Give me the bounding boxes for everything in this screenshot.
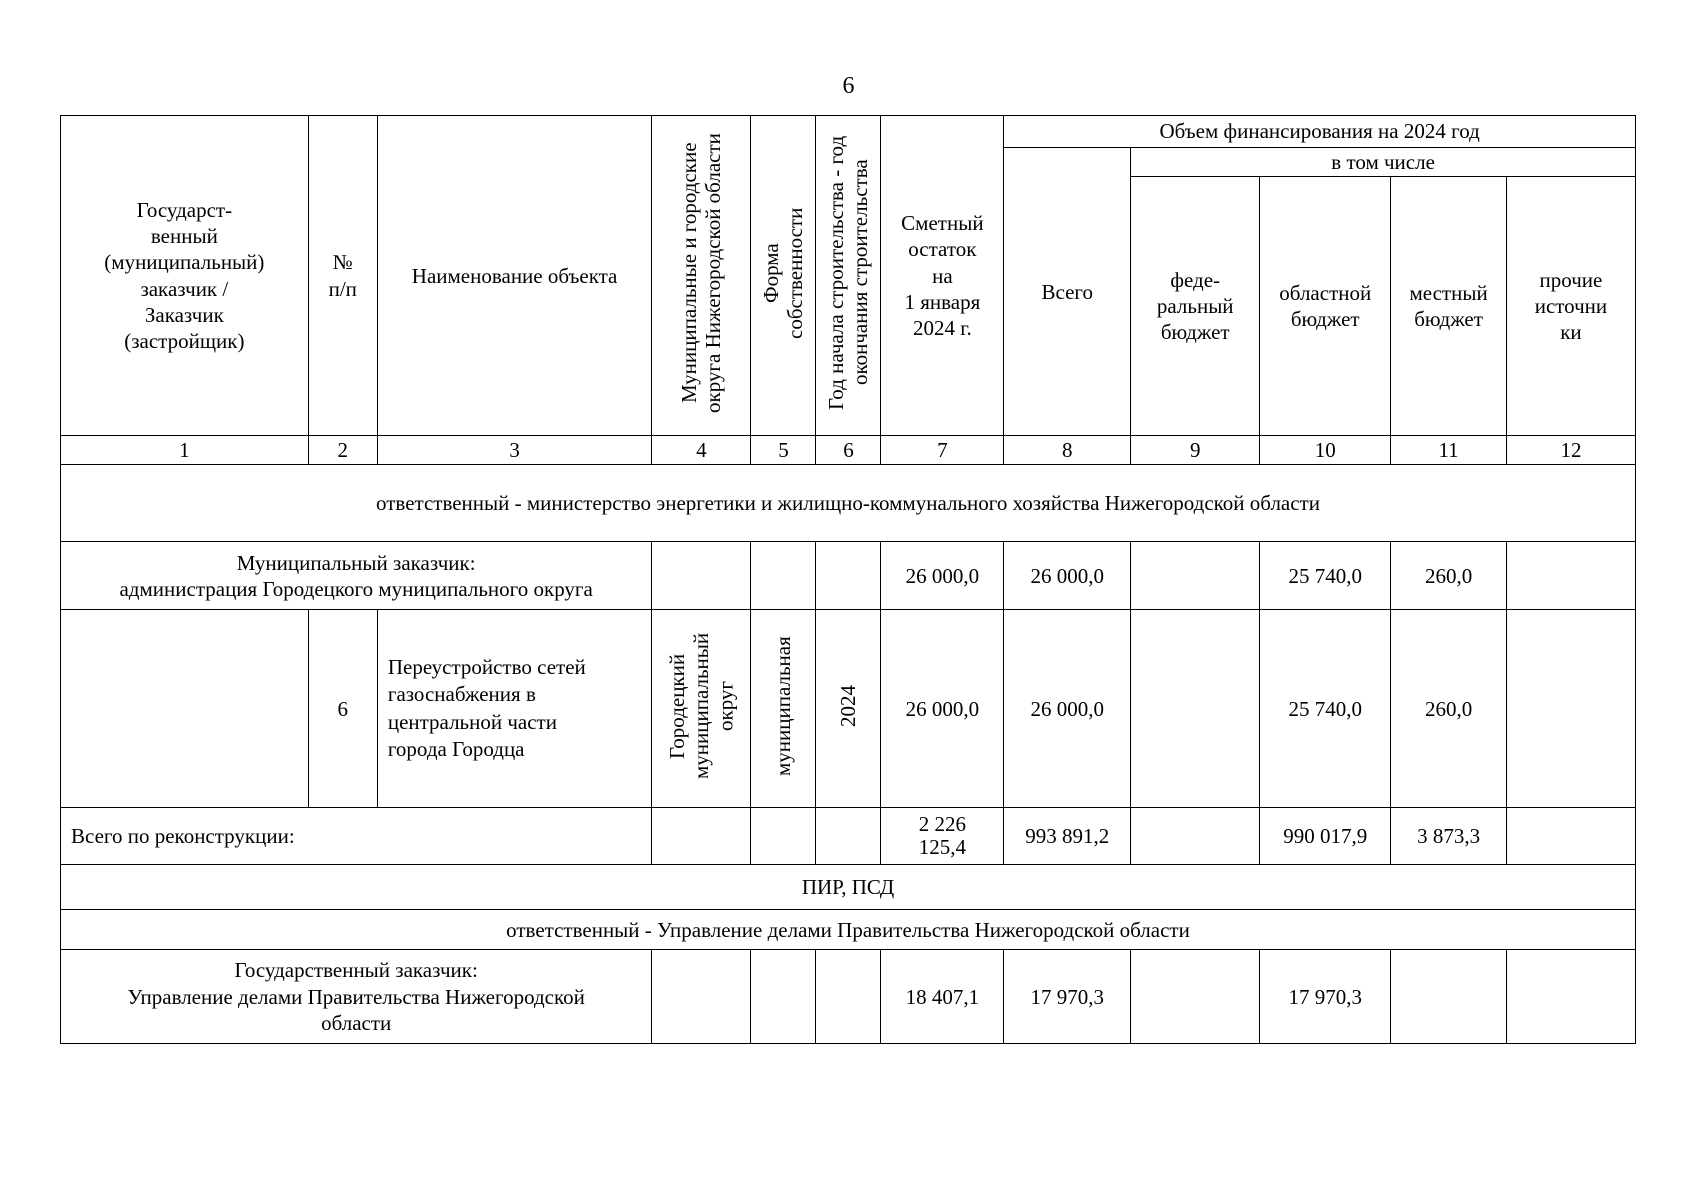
cell-total: 993 891,2 <box>1004 808 1131 865</box>
column-number: 10 <box>1260 436 1391 465</box>
section-responsible-administration: ответственный - Управление делами Правительства Нижегородской области <box>61 910 1636 950</box>
object-municipality: Городецкий муниципальный округ <box>652 610 751 808</box>
column-number: 11 <box>1391 436 1507 465</box>
object-name: Переустройство сетей газоснабжения в центральной части города Городца <box>377 610 652 808</box>
column-number: 3 <box>377 436 652 465</box>
column-number: 5 <box>751 436 816 465</box>
cell-empty <box>652 542 751 610</box>
header-financing-title: Объем финансирования на 2024 год <box>1004 116 1636 148</box>
cell-empty <box>652 950 751 1044</box>
cell-local: 3 873,3 <box>1391 808 1507 865</box>
cell-remainder: 2 226 125,4 <box>881 808 1004 865</box>
header-total: Всего <box>1004 148 1131 436</box>
cell-empty <box>61 610 309 808</box>
cell-other <box>1506 808 1635 865</box>
header-object-name: Наименование объекта <box>377 116 652 436</box>
header-estimated-remainder: Сметный остаток на 1 января 2024 г. <box>881 116 1004 436</box>
header-other: прочие источни ки <box>1506 177 1635 436</box>
column-number: 8 <box>1004 436 1131 465</box>
financing-table <box>60 115 1636 1044</box>
cell-other <box>1506 542 1635 610</box>
header-ownership: Форма собственности <box>751 116 816 436</box>
cell-regional: 25 740,0 <box>1260 610 1391 808</box>
cell-remainder: 18 407,1 <box>881 950 1004 1044</box>
section-pir: ПИР, ПСД <box>61 865 1636 910</box>
column-number: 2 <box>308 436 377 465</box>
cell-empty <box>816 808 881 865</box>
column-number: 12 <box>1506 436 1635 465</box>
municipal-customer-label: Муниципальный заказчик: администрация Городецкого муниципального округа <box>61 542 652 610</box>
column-number: 9 <box>1131 436 1260 465</box>
table-row <box>61 950 1636 1044</box>
cell-other <box>1506 610 1635 808</box>
header-num: № п/п <box>308 116 377 436</box>
cell-remainder: 26 000,0 <box>881 610 1004 808</box>
state-customer-label: Государственный заказчик: Управление делами Правительства Нижегородской области <box>61 950 652 1044</box>
cell-total: 26 000,0 <box>1004 610 1131 808</box>
column-number: 4 <box>652 436 751 465</box>
cell-federal <box>1131 610 1260 808</box>
cell-empty <box>751 808 816 865</box>
cell-empty <box>751 542 816 610</box>
cell-total: 26 000,0 <box>1004 542 1131 610</box>
cell-local: 260,0 <box>1391 610 1507 808</box>
reconstruction-total-label: Всего по реконструкции: <box>61 808 652 865</box>
page-number: 6 <box>842 73 855 99</box>
header-federal: феде- ральный бюджет <box>1131 177 1260 436</box>
header-regional: областной бюджет <box>1260 177 1391 436</box>
table-row <box>61 610 1636 808</box>
cell-regional: 17 970,3 <box>1260 950 1391 1044</box>
header-local: местный бюджет <box>1391 177 1507 436</box>
section-responsible-energy: ответственный - министерство энергетики и жилищно-коммунального хозяйства Нижегородской области <box>61 465 1636 542</box>
header-municipality: Муниципальные и городские округа Нижегородской области <box>652 116 751 436</box>
cell-empty <box>751 950 816 1044</box>
cell-local: 260,0 <box>1391 542 1507 610</box>
cell-other <box>1506 950 1635 1044</box>
column-number: 6 <box>816 436 881 465</box>
cell-federal <box>1131 808 1260 865</box>
object-ownership: муниципальная <box>751 610 816 808</box>
cell-federal <box>1131 950 1260 1044</box>
header-customer: Государст- венный (муниципальный) заказчик / Заказчик (застройщик) <box>61 116 309 436</box>
header-years: Год начала строительства - год окончания строительства <box>816 116 881 436</box>
column-number: 7 <box>881 436 1004 465</box>
cell-empty <box>652 808 751 865</box>
cell-empty <box>816 542 881 610</box>
cell-regional: 25 740,0 <box>1260 542 1391 610</box>
cell-federal <box>1131 542 1260 610</box>
column-number: 1 <box>61 436 309 465</box>
cell-total: 17 970,3 <box>1004 950 1131 1044</box>
table-row <box>61 542 1636 610</box>
cell-remainder: 26 000,0 <box>881 542 1004 610</box>
cell-regional: 990 017,9 <box>1260 808 1391 865</box>
object-num: 6 <box>308 610 377 808</box>
column-number-row <box>61 436 1636 465</box>
header-including: в том числе <box>1131 148 1636 177</box>
cell-empty <box>816 950 881 1044</box>
table-row <box>61 808 1636 865</box>
object-years: 2024 <box>816 610 881 808</box>
cell-local <box>1391 950 1507 1044</box>
